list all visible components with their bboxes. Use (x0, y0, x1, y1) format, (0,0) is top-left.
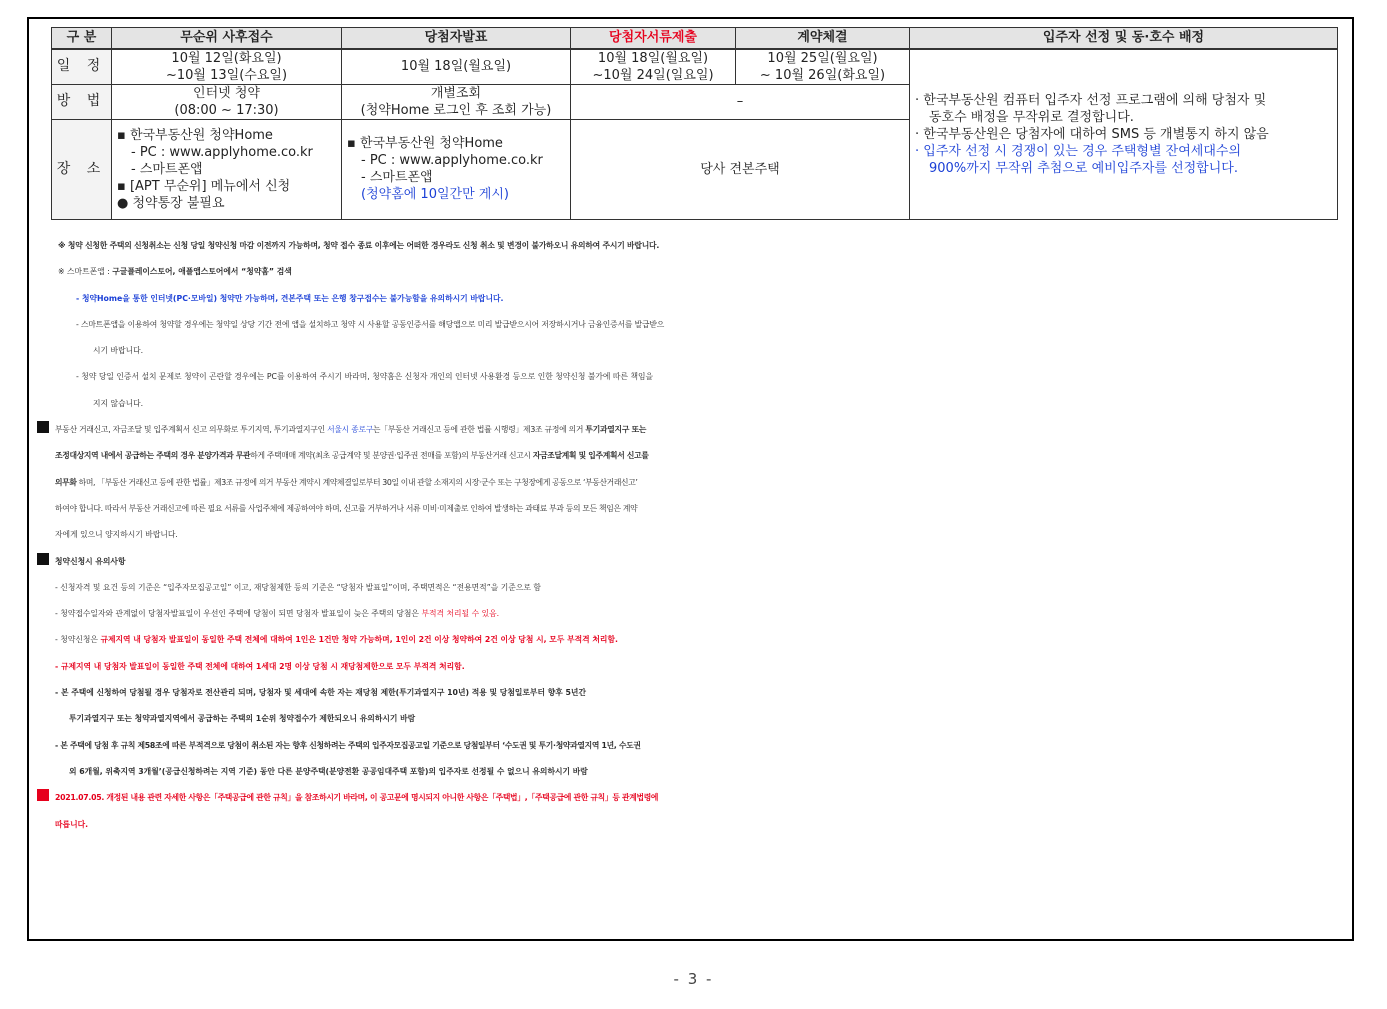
table-header-row (52, 28, 1338, 49)
row-label-method: 방 법 (52, 84, 112, 119)
note-certificate-cont: 지지 않습니다. (93, 398, 144, 408)
schedule-table (51, 27, 1338, 220)
document-frame (27, 17, 1354, 941)
page-number: - 3 - (673, 970, 714, 988)
row-label-schedule: 일 정 (52, 49, 112, 85)
section-title: 청약신청시 유의사항 (29, 549, 1356, 575)
method-winner-announcement: 개별조회 (청약Home 로그인 후 조회 가능) (342, 84, 571, 119)
method-dash: – (571, 84, 910, 119)
square-bullet-icon (37, 421, 49, 433)
header-category: 구 분 (52, 28, 112, 49)
selection-description: · 한국부동산원 컴퓨터 입주자 선정 프로그램에 의해 당첨자 및 동호수 배정을 무작위로 결정합니다. · 한국부동산원은 당첨자에 대하여 SMS 등 개별통지 하지 않음 · 입주자 선정 시 경쟁이 있는 경우 주택형별 잔여세대수의 900%까지 무작위 추첨으로 예비입주자를 선정합니다. (910, 49, 1338, 220)
final-note: 2021.07.05. 개정된 내용 관련 자세한 사항은「주택공급에 관한 규칙」을 참조하시기 바라며, 이 공고문에 명시되지 아니한 사항은「주택법」,「주택공급에 관한 규칙」등 관계법령에 (29, 785, 1356, 811)
header-contract: 계약체결 (736, 28, 910, 49)
caution-disqualified: - 본 주택에 당첨 후 규칙 제58조에 따른 부적격으로 당첨이 취소된 자는 향후 신청하려는 주택의 입주자모집공고일 기준으로 당첨일부터 ‘수도권 및 투기·청약과열지역 1년, 수도권 (55, 740, 641, 750)
schedule-winner-announcement: 10월 18일(월요일) (342, 49, 571, 85)
place-post-application: ▪ 한국부동산원 청약Home - PC : www.applyhome.co.kr - 스마트폰앱 ▪ [APT 무순위] 메뉴에서 신청 ● 청약통장 불필요 (112, 119, 342, 219)
note-app-install: - 스마트폰앱을 이용하여 청약할 경우에는 청약일 상당 기간 전에 앱을 설치하고 청약 시 사용할 공동인증서를 해당앱으로 미리 발급받으시어 저장하시거나 금융인증서를 발급받으 (76, 319, 665, 329)
para-real-estate-report-2: 조정대상지역 내에서 공급하는 주택의 경우 분양가격과 무관하게 주택매매 계약(최초 공급계약 및 분양권·입주권 전매를 포함)의 부동산거래 신고시 자금조달계획 및 입주계획서 신고를 (55, 451, 649, 461)
method-post-application: 인터넷 청약 (08:00 ~ 17:30) (112, 84, 342, 119)
para-real-estate-report: 부동산 거래신고, 자금조달 및 입주계획서 신고 의무화로 투기지역, 투기과열지구인 서울시 종로구는「부동산 거래신고 등에 관한 법률 시행령」제3조 규정에 의거 투기과열지구 또는 (29, 417, 1356, 443)
note-app-install-cont: 시기 바랍니다. (93, 346, 144, 356)
caution-criteria: - 신청자격 및 요건 등의 기준은 “입주자모집공고일” 이고, 재당첨제한 등의 기준은 “당첨자 발표일”이며, 주택면적은 “전용면적”을 기준으로 함 (55, 582, 541, 592)
place-model-house: 당사 견본주택 (571, 119, 910, 219)
caution-household: - 규제지역 내 당첨자 발표일이 동일한 주택 전체에 대하여 1세대 2명 이상 당첨 시 재당첨제한으로 모두 부적격 처리함. (55, 661, 465, 671)
caution-rewin-limit: - 본 주택에 신청하여 당첨될 경우 당첨자로 전산관리 되며, 당첨자 및 세대에 속한 자는 재당첨 제한(투기과열지구 10년) 적용 및 당첨일로부터 향후 5년간 (55, 688, 586, 698)
header-selection: 입주자 선정 및 동·호수 배정 (910, 28, 1338, 49)
header-winner-announcement: 당첨자발표 (342, 28, 571, 49)
caution-one-per-person: - 청약신청은 규제지역 내 당첨자 발표일이 동일한 주택 전체에 대하여 1인은 1건만 청약 가능하며, 1인이 2건 이상 청약하여 2건 이상 당첨 시, 모두 부적격 처리함. (55, 635, 618, 645)
caution-rewin-limit-cont: 투기과열지구 또는 청약과열지역에서 공급하는 주택의 1순위 청약접수가 제한되오니 유의하시기 바람 (69, 714, 416, 724)
notice-body (29, 233, 1356, 838)
caution-priority: - 청약접수일자와 관계없이 당첨자발표일이 우선인 주택에 당첨이 되면 당첨자 발표일이 늦은 주택의 당첨은 부적격 처리될 수 있음. (55, 609, 500, 619)
schedule-document-submission: 10월 18일(월요일) ~10월 24일(일요일) (571, 49, 736, 85)
schedule-post-application: 10월 12일(화요일) ~10월 13일(수요일) (112, 49, 342, 85)
header-post-application: 무순위 사후접수 (112, 28, 342, 49)
para-real-estate-report-5: 자에게 있으니 양지하시기 바랍니다. (55, 530, 178, 540)
note-online-only: - 청약Home을 통한 인터넷(PC·모바일) 청약만 가능하며, 견본주택 또는 은행 창구접수는 불가능함을 유의하시기 바랍니다. (76, 293, 504, 303)
place-winner-announcement: ▪ 한국부동산원 청약Home - PC : www.applyhome.co.kr - 스마트폰앱 (청약홈에 10일간만 게시) (342, 119, 571, 219)
caution-disqualified-cont: 외 6개월, 위축지역 3개월’(공급신청하려는 지역 기준) 동안 다른 분양주택(분양전환 공공임대주택 포함)의 입주자로 선정될 수 없으니 유의하시기 바람 (69, 766, 588, 776)
row-label-place: 장 소 (52, 119, 112, 219)
note-smartphone-app: ※ 스마트폰앱 : 구글플레이스토어, 애플앱스토어에서 “청약홈” 검색 (58, 267, 292, 277)
final-note-cont: 따릅니다. (55, 819, 89, 829)
para-real-estate-report-4: 하여야 합니다. 따라서 부동산 거래신고에 따른 필요 서류를 사업주체에 제공하여야 하며, 신고를 거부하거나 서류 미비·미제출로 인하여 발생하는 과태료 부과 등의 모든 책임은 계약 (55, 503, 638, 513)
para-real-estate-report-3: 의무화 하며, 「부동산 거래신고 등에 관한 법률」제3조 규정에 의거 부동산 계약시 계약체결일로부터 30일 이내 관할 소재지의 시장·군수 또는 구청장에게 공동으로 ‘부동산거래신고’ (55, 477, 638, 487)
note-cancel: ※ 청약 신청한 주택의 신청취소는 신청 당일 청약신청 마감 이전까지 가능하며, 청약 접수 종료 이후에는 어떠한 경우라도 신청 취소 및 변경이 불가하오니 유의하여 주시기 바랍니다. (58, 241, 660, 250)
square-bullet-icon (37, 789, 49, 801)
square-bullet-icon (37, 553, 49, 565)
schedule-contract: 10월 25일(월요일) ~ 10월 26일(화요일) (736, 49, 910, 85)
note-certificate: - 청약 당일 인증서 설치 문제로 청약이 곤란할 경우에는 PC를 이용하여 주시기 바라며, 청약홈은 신청자 개인의 인터넷 사용환경 등으로 인한 청약신청 불가에 따른 책임을 (76, 372, 654, 382)
header-document-submission: 당첨자서류제출 (571, 28, 736, 49)
table-row-schedule (52, 49, 1338, 85)
